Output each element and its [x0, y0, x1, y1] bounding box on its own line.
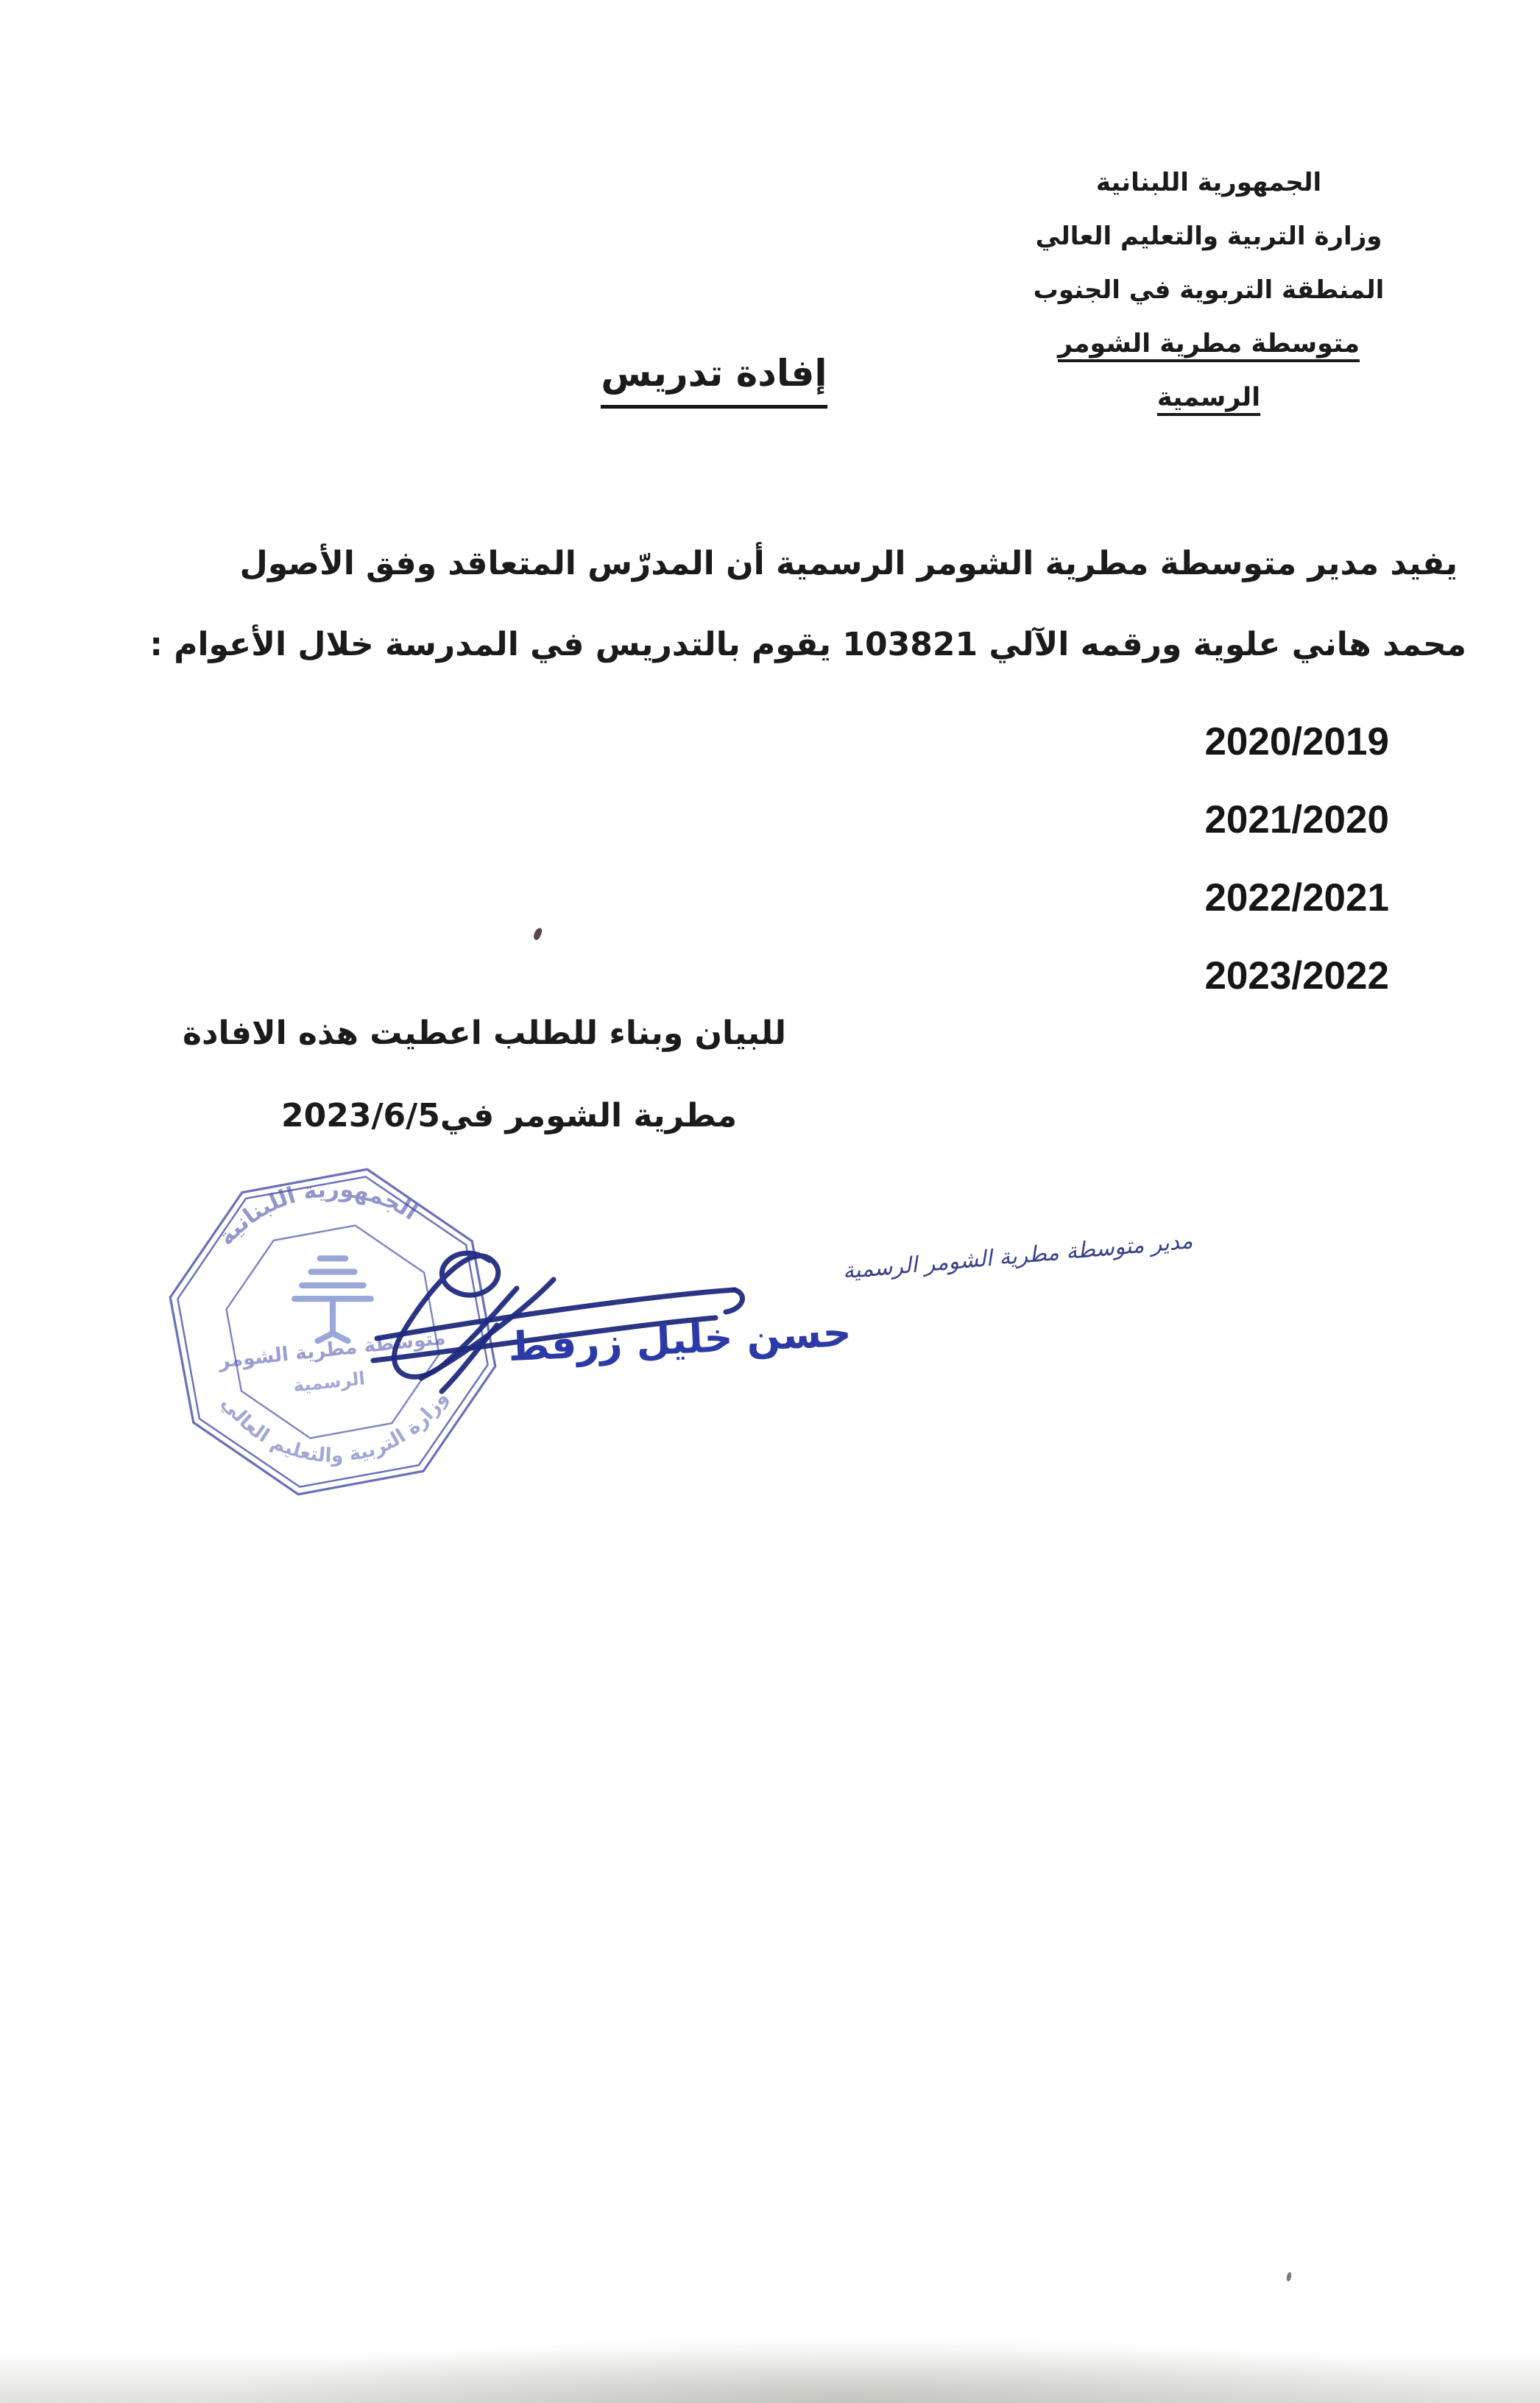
stamp-center-line2: الرسمية	[292, 1367, 367, 1397]
stamp-center-line1: متوسطة مطرية الشومر	[217, 1326, 447, 1373]
header-republic: الجمهورية اللبنانية	[1095, 168, 1322, 197]
year-item: 2020/2019	[1204, 720, 1389, 763]
year-item: 2023/2022	[1204, 954, 1389, 998]
years-list	[1204, 703, 1389, 1015]
ink-speck	[532, 927, 543, 941]
signer-name: حسن خليل زرقط	[506, 1308, 852, 1371]
ink-speck	[1286, 2272, 1293, 2282]
scan-edge-smudge	[0, 2333, 1540, 2403]
body-line-2: محمد هاني علوية ورقمه الآلي 103821 يقوم بالتدريس في المدرسة خلال الأعوام :	[149, 626, 1466, 663]
header-school-name: متوسطة مطرية الشومر الرسمية	[1057, 329, 1360, 412]
body-line-1: يفيد مدير متوسطة مطرية الشومر الرسمية أن المدرّس المتعاقد وفق الأصول	[239, 545, 1458, 582]
header-ministry: وزارة التربية والتعليم العالي	[1035, 222, 1382, 251]
stamp-bottom-text: وزارة التربية والتعليم العالي	[216, 1387, 453, 1467]
header-region: المنطقة التربوية في الجنوب	[1033, 275, 1385, 305]
closing-statement: للبيان وبناء للطلب اعطيت هذه الافادة	[183, 1015, 786, 1052]
place-and-date: مطرية الشومر في2023/6/5	[281, 1097, 738, 1135]
year-item: 2021/2020	[1204, 798, 1389, 841]
handwritten-director-title: مدير متوسطة مطرية الشومر الرسمية	[841, 1228, 1194, 1285]
stamp-top-text: الجمهورية اللبنانية	[213, 1176, 422, 1251]
gov-header-block	[1003, 156, 1415, 425]
document-title-text: إفادة تدريس	[601, 352, 827, 409]
year-item: 2022/2021	[1204, 876, 1389, 920]
document-title	[589, 352, 839, 409]
